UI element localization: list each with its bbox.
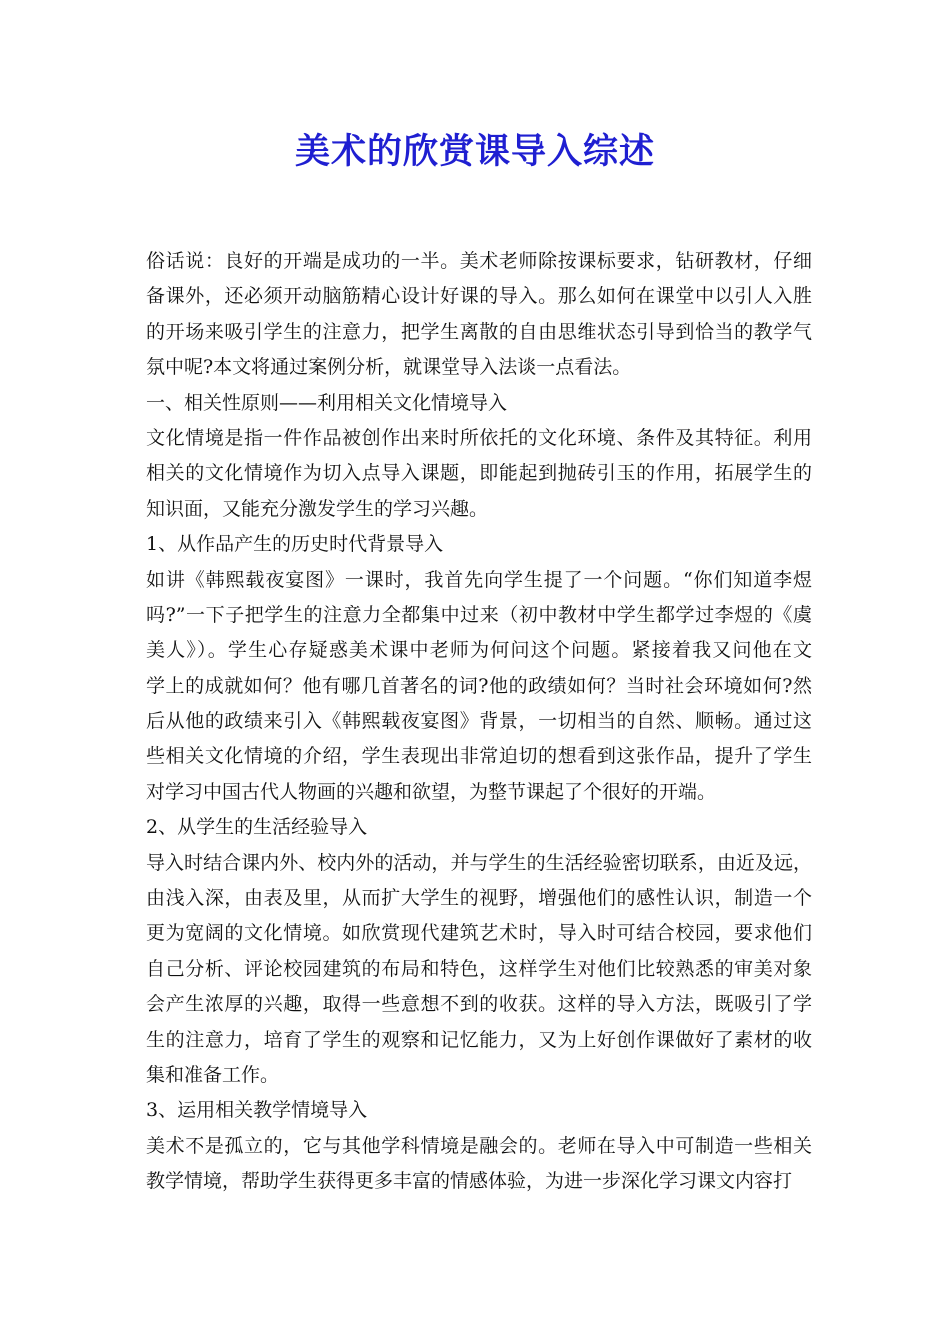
document-line: 美人》）。学生心存疑惑美术课中老师为何问这个问题。紧接着我又问他在文 <box>146 639 812 662</box>
document-line: 的开场来吸引学生的注意力，把学生离散的自由思维状态引导到恰当的教学气 <box>146 320 812 343</box>
document-line: 2、从学生的生活经验导入 <box>146 816 368 839</box>
document-line: 教学情境，帮助学生获得更多丰富的情感体验，为进一步深化学习课文内容打 <box>146 1170 793 1193</box>
document-line: 对学习中国古代人物画的兴趣和欲望，为整节课起了个很好的开端。 <box>146 780 717 803</box>
document-line: 3、运用相关教学情境导入 <box>146 1099 368 1122</box>
document-title: 美术的欣赏课导入综述 <box>294 132 655 172</box>
document-line: 自己分析、评论校园建筑的布局和特色，这样学生对他们比较熟悉的审美对象 <box>146 957 812 980</box>
document-line: 知识面，又能充分激发学生的学习兴趣。 <box>146 497 489 520</box>
document-line: 生的注意力，培育了学生的观察和记忆能力，又为上好创作课做好了素材的收 <box>146 1028 812 1051</box>
document-line: 美术不是孤立的，它与其他学科情境是融会的。老师在导入中可制造一些相关 <box>146 1134 812 1157</box>
document-line: 氛中呢?本文将通过案例分析，就课堂导入法谈一点看法。 <box>146 356 632 379</box>
document-line: 集和准备工作。 <box>146 1063 280 1086</box>
document-line: 更为宽阔的文化情境。如欣赏现代建筑艺术时，导入时可结合校园，要求他们 <box>146 922 812 945</box>
document-body <box>146 244 812 1200</box>
document-line: 吗?”一下子把学生的注意力全都集中过来（初中教材中学生都学过李煜的《虞 <box>146 603 812 626</box>
document-line: 学上的成就如何？他有哪几首著名的词?他的政绩如何？当时社会环境如何?然 <box>146 674 812 697</box>
document-line: 后从他的政绩来引入《韩熙载夜宴图》背景，一切相当的自然、顺畅。通过这 <box>146 710 812 733</box>
document-line: 俗话说：良好的开端是成功的一半。美术老师除按课标要求，钻研教材，仔细 <box>146 250 812 272</box>
document-line: 1、从作品产生的历史时代背景导入 <box>146 533 444 556</box>
document-line: 一、相关性原则——利用相关文化情境导入 <box>146 391 508 414</box>
document-line: 相关的文化情境作为切入点导入课题，即能起到抛砖引玉的作用，拓展学生的 <box>146 462 812 485</box>
document-line: 由浅入深，由表及里，从而扩大学生的视野，增强他们的感性认识，制造一个 <box>146 887 812 910</box>
document-line: 会产生浓厚的兴趣，取得一些意想不到的收获。这样的导入方法，既吸引了学 <box>146 993 812 1016</box>
document-line: 文化情境是指一件作品被创作出来时所依托的文化环境、条件及其特征。利用 <box>146 426 812 449</box>
document-line: 导入时结合课内外、校内外的活动，并与学生的生活经验密切联系，由近及远， <box>146 851 812 874</box>
document-line: 备课外，还必须开动脑筋精心设计好课的导入。那么如何在课堂中以引人入胜 <box>146 285 812 308</box>
document-line: 如讲《韩熙载夜宴图》一课时，我首先向学生提了一个问题。“你们知道李煜 <box>146 568 812 591</box>
document-line: 些相关文化情境的介绍，学生表现出非常迫切的想看到这张作品，提升了学生 <box>146 745 812 768</box>
